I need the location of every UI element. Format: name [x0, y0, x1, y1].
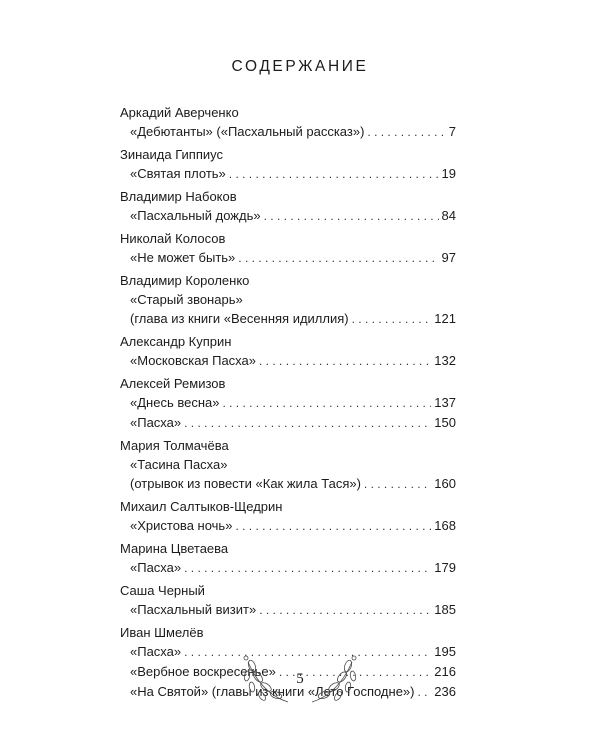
toc-work-title: (глава из книги «Весенняя идиллия): [130, 311, 349, 326]
toc-work-title: «Днесь весна»: [130, 395, 220, 410]
toc-work-title: «Тасина Пасха»: [130, 457, 228, 472]
toc-page-number: 179: [434, 560, 456, 575]
toc-page-number: 185: [434, 602, 456, 617]
toc-entry: [120, 230, 456, 268]
toc-work-title: «Пасха»: [130, 560, 182, 575]
toc-work-title: «Старый звонарь»: [130, 292, 243, 307]
toc-entry: [120, 146, 456, 184]
toc-work: [120, 455, 456, 474]
dot-leader: [184, 559, 431, 578]
toc-entry: [120, 375, 456, 433]
toc-work: [120, 474, 456, 494]
toc-work-title: «На Святой» (главы из книги «Лето Господне»): [130, 684, 415, 699]
toc-author: Александр Куприн: [120, 334, 232, 349]
dot-leader: [352, 310, 432, 329]
toc-page-number: 150: [434, 415, 456, 430]
toc-work-title: «Пасхальный визит»: [130, 602, 257, 617]
toc-work: [120, 516, 456, 536]
toc-author: Владимир Короленко: [120, 273, 250, 288]
toc-work: [120, 290, 456, 309]
toc-work-title: «Вербное воскресенье»: [130, 664, 276, 679]
dot-leader: [222, 394, 431, 413]
toc-page-number: 7: [448, 124, 456, 139]
toc-work-title: «Пасхальный дождь»: [130, 208, 261, 223]
toc-work: [120, 600, 456, 620]
toc-author: Михаил Салтыков-Щедрин: [120, 499, 283, 514]
toc-work-title: «Пасха»: [130, 644, 182, 659]
page-number: 5: [296, 671, 304, 687]
toc-author: Зинаида Гиппиус: [120, 147, 223, 162]
toc-page-number: 160: [434, 476, 456, 491]
toc-work: [120, 206, 456, 226]
toc-work-title: «Московская Пасха»: [130, 353, 257, 368]
toc-page-number: 19: [441, 166, 456, 181]
toc-author: Николай Колосов: [120, 231, 226, 246]
dot-leader: [259, 601, 431, 620]
table-of-contents: [120, 104, 456, 706]
toc-entry: [120, 498, 456, 536]
toc-author: Аркадий Аверченко: [120, 105, 239, 120]
toc-work-title: (отрывок из повести «Как жила Тася»): [130, 476, 361, 491]
toc-work: [120, 248, 456, 268]
toc-page-number: 216: [434, 664, 456, 679]
toc-work: [120, 393, 456, 413]
toc-entry: [120, 582, 456, 620]
toc-work-title: «Святая плоть»: [130, 166, 226, 181]
toc-work: [120, 413, 456, 433]
toc-author: Владимир Набоков: [120, 189, 237, 204]
toc-work: [120, 122, 456, 142]
dot-leader: [235, 517, 431, 536]
toc-work-title: «Дебютанты» («Пасхальный рассказ»): [130, 124, 365, 139]
toc-page-number: 97: [441, 250, 456, 265]
toc-page-number: 132: [434, 353, 456, 368]
toc-entry: [120, 104, 456, 142]
toc-page-number: 236: [434, 684, 456, 699]
toc-entry: [120, 437, 456, 494]
toc-author: Марина Цветаева: [120, 541, 229, 556]
dot-leader: [229, 165, 439, 184]
toc-author: Мария Толмачёва: [120, 438, 229, 453]
toc-work: [120, 351, 456, 371]
toc-entry: [120, 272, 456, 329]
dot-leader: [184, 414, 431, 433]
page-title: СОДЕРЖАНИЕ: [231, 58, 369, 75]
toc-page-number: 168: [434, 518, 456, 533]
toc-entry: [120, 188, 456, 226]
toc-author: Саша Черный: [120, 583, 205, 598]
dot-leader: [259, 352, 431, 371]
dot-leader: [364, 475, 431, 494]
toc-page-number: 195: [434, 644, 456, 659]
toc-work: [120, 164, 456, 184]
toc-entry: [120, 333, 456, 371]
toc-author: Иван Шмелёв: [120, 625, 204, 640]
toc-page-number: 121: [434, 311, 456, 326]
dot-leader: [367, 123, 445, 142]
toc-work-title: «Не может быть»: [130, 250, 236, 265]
toc-author: Алексей Ремизов: [120, 376, 226, 391]
toc-page-number: 84: [441, 208, 456, 223]
toc-entry: [120, 540, 456, 578]
dot-leader: [238, 249, 438, 268]
toc-work-title: «Христова ночь»: [130, 518, 233, 533]
toc-work: [120, 558, 456, 578]
dot-leader: [264, 207, 439, 226]
toc-work-title: «Пасха»: [130, 415, 182, 430]
toc-page-number: 137: [434, 395, 456, 410]
toc-work: [120, 309, 456, 329]
